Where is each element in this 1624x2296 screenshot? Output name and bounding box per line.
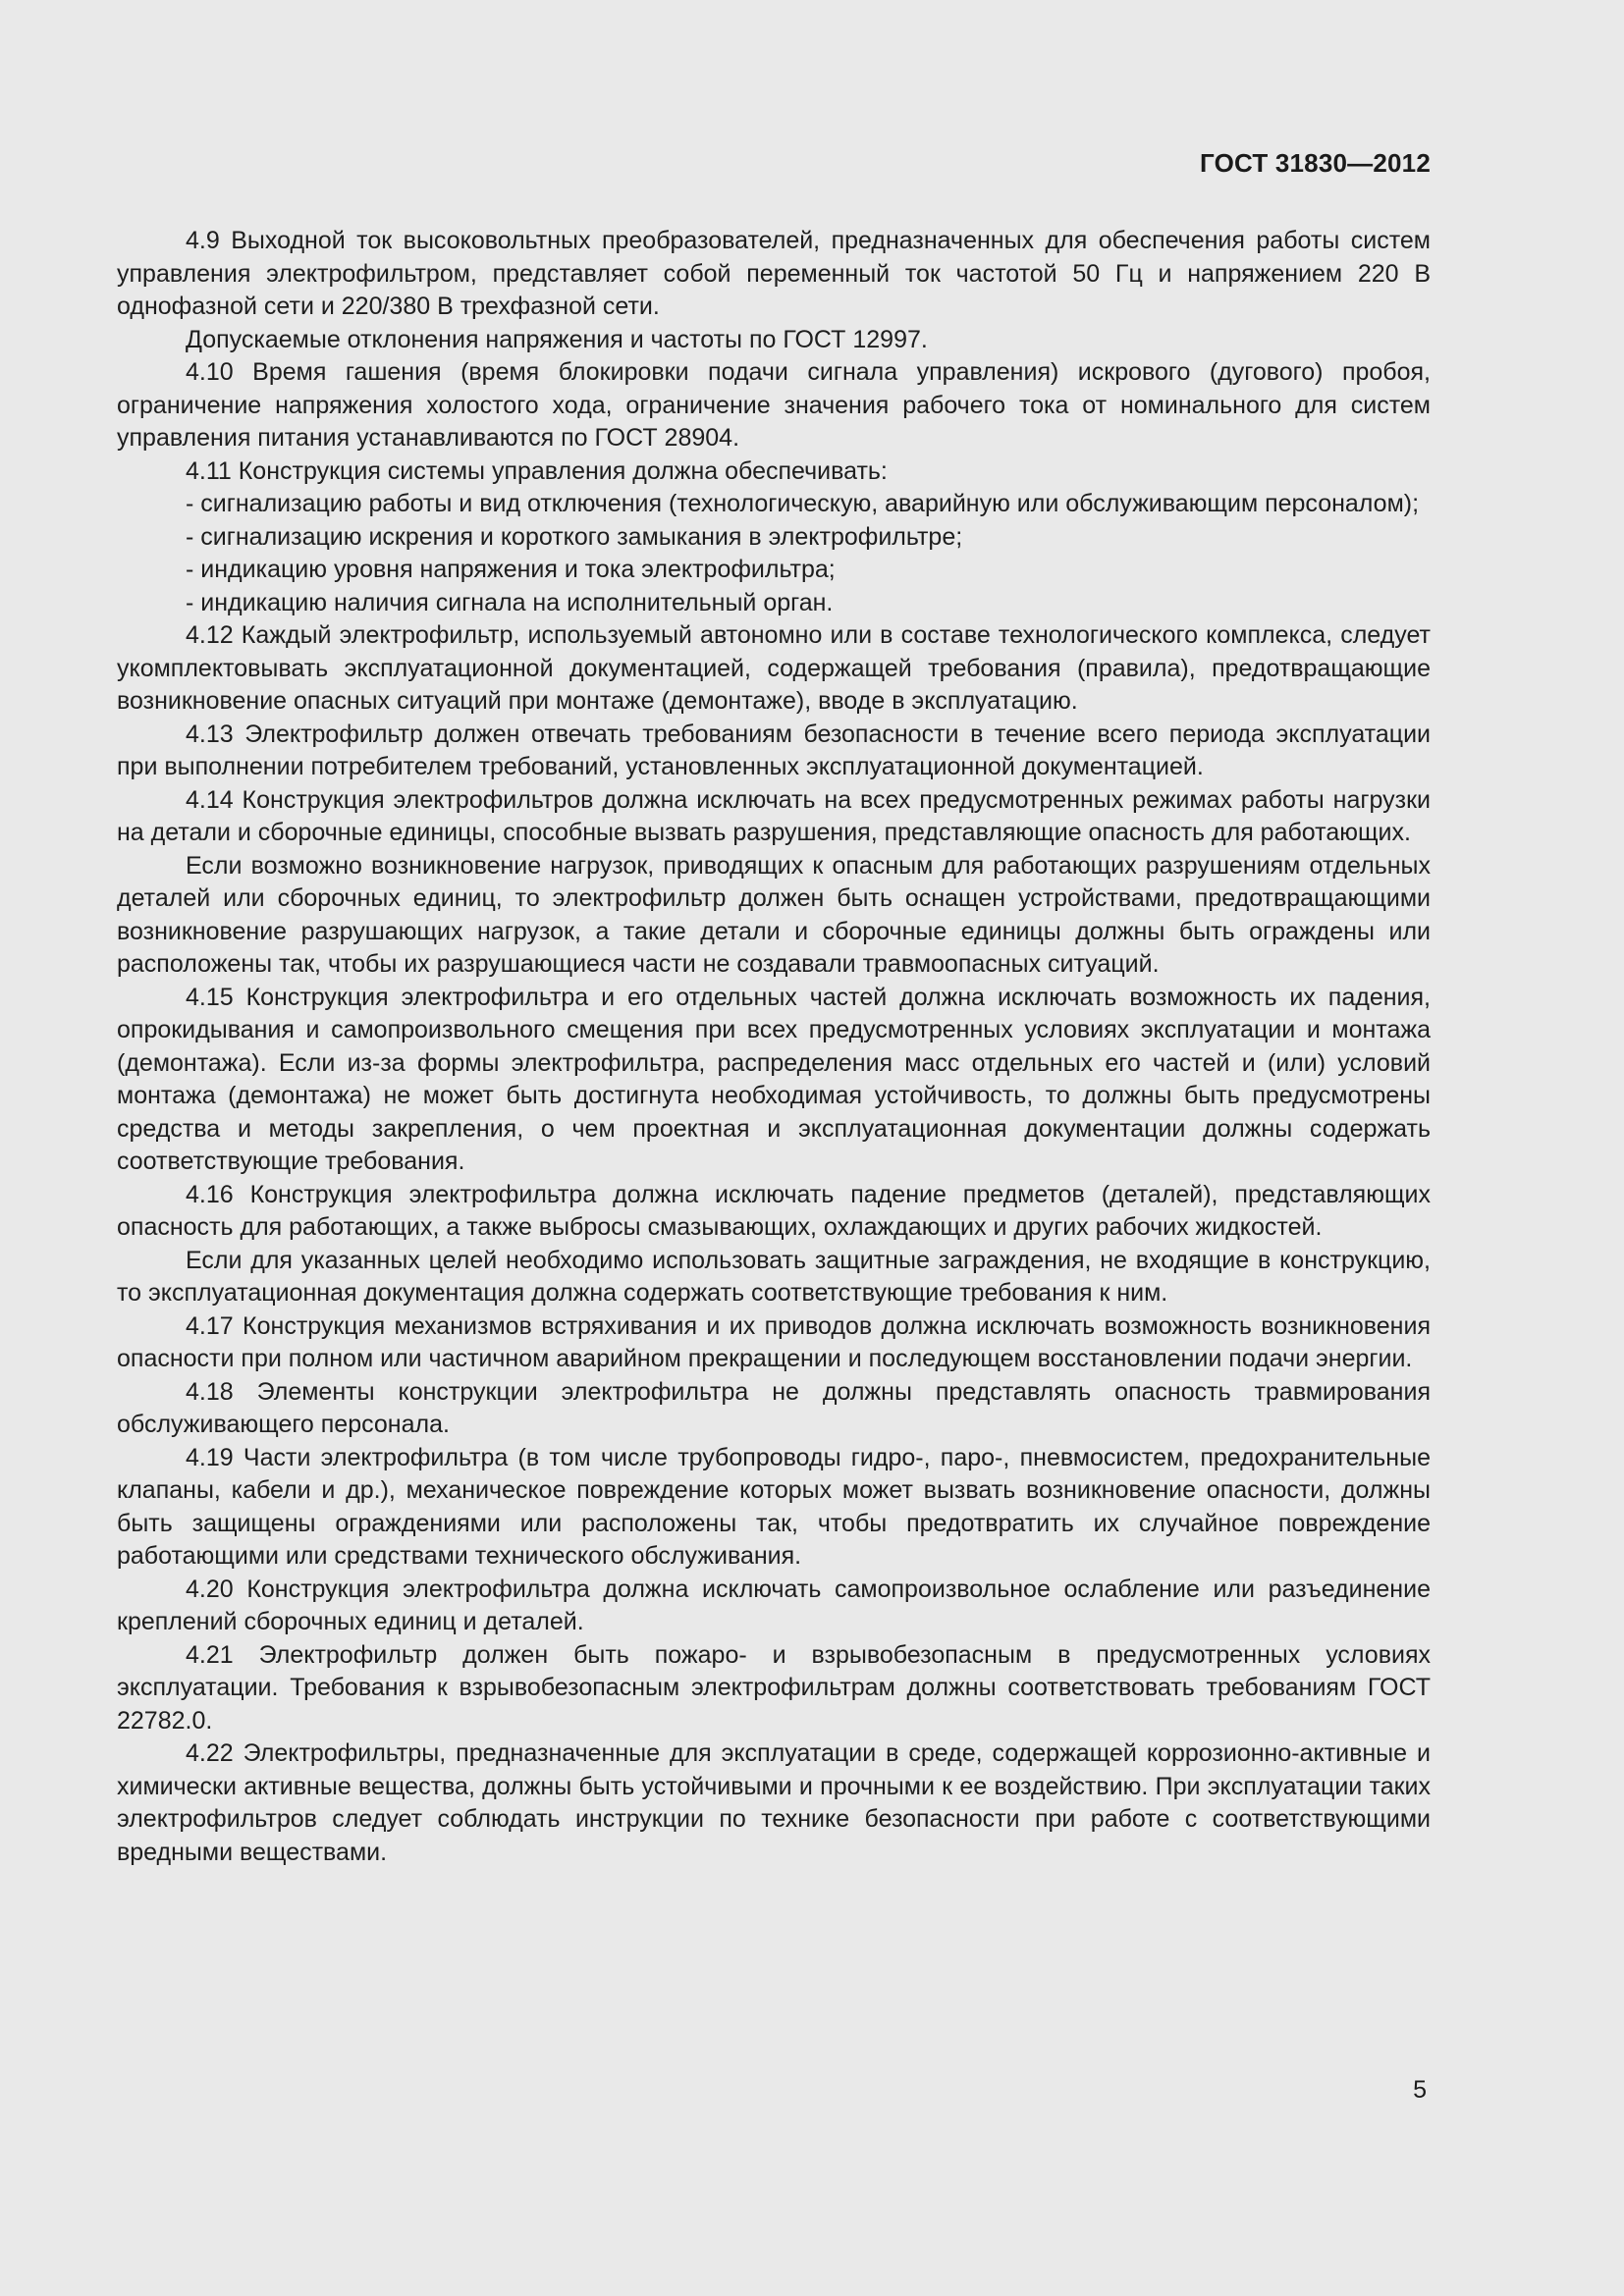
paragraph-4-9: 4.9 Выходной ток высоковольтных преобразователей, предназначенных для обеспечения работы систем управления электрофильтром, представляет собой переменный ток частотой 50 Гц и напряжением 220 В однофазной сети и 220/380 В трехфазной сети. bbox=[117, 227, 1431, 320]
list-item-signaling: - сигнализацию работы и вид отключения (технологическую, аварийную или обслуживающим персоналом); bbox=[186, 490, 1420, 517]
document-body bbox=[117, 225, 1431, 1869]
paragraph-4-13: 4.13 Электрофильтр должен отвечать требованиям безопасности в течение всего периода эксплуатации при выполнении потребителем требований, установленных эксплуатационной документацией. bbox=[117, 720, 1431, 780]
paragraph-4-11: 4.11 Конструкция системы управления должна обеспечивать: bbox=[186, 456, 888, 485]
paragraph-4-21: 4.21 Электрофильтр должен быть пожаро- и взрывобезопасным в предусмотренных условиях эксплуатации. Требования к взрывобезопасным электрофильтрам должны соответствовать требованиям ГОСТ 22782.0. bbox=[117, 1640, 1431, 1735]
paragraph-4-19: 4.19 Части электрофильтра (в том числе трубопроводы гидро-, паро-, пневмосистем, предохранительные клапаны, кабели и др.), механическое повреждение которых может вызвать возникновение опасности, должны быть защищены ограждениями или расположены так, чтобы предотвратить их случайное повреждение работающими или средствами технического обслуживания. bbox=[117, 1443, 1431, 1570]
paragraph-4-18: 4.18 Элементы конструкции электрофильтра не должны представлять опасность травмирования обслуживающего персонала. bbox=[117, 1377, 1431, 1438]
paragraph-4-17: 4.17 Конструкция механизмов встряхивания и их приводов должна исключать возможность возникновения опасности при полном или частичном аварийном прекращении и последующем восстановлении подачи энергии. bbox=[117, 1311, 1431, 1372]
paragraph-4-9-tolerances: Допускаемые отклонения напряжения и частоты по ГОСТ 12997. bbox=[186, 325, 928, 353]
paragraph-4-16-barriers: Если для указанных целей необходимо использовать защитные заграждения, не входящие в конструкцию, то эксплуатационная документация должна содержать соответствующие требования к ним. bbox=[117, 1246, 1431, 1307]
list-item-signal-indication: - индикацию наличия сигнала на исполнительный орган. bbox=[186, 588, 834, 616]
paragraph-4-20: 4.20 Конструкция электрофильтра должна исключать самопроизвольное ослабление или разъединение креплений сборочных единиц и деталей. bbox=[117, 1575, 1431, 1635]
paragraph-4-22: 4.22 Электрофильтры, предназначенные для эксплуатации в среде, содержащей коррозионно-активные и химически активные вещества, должны быть устойчивыми и прочными к ее воздействию. При эксплуатации таких электрофильтров следует соблюдать инструкции по технике безопасности при работе с соответствующими вредными веществами. bbox=[117, 1739, 1431, 1866]
list-item-voltage-indication: - индикацию уровня напряжения и тока электрофильтра; bbox=[186, 556, 836, 583]
paragraph-4-12: 4.12 Каждый электрофильтр, используемый автономно или в составе технологического комплекса, следует укомплектовывать эксплуатационной документацией, содержащей требования (правила), предотвращающие возникновение опасных ситуаций при монтаже (демонтаже), вводе в эксплуатацию. bbox=[117, 621, 1431, 715]
paragraph-4-14-loads: Если возможно возникновение нагрузок, приводящих к опасным для работающих разрушениям отдельных деталей или сборочных единиц, то электрофильтр должен быть оснащен устройствами, предотвращающими возникновение разрушающих нагрузок, а такие детали и сборочные единицы должны быть ограждены или расположены так, чтобы их разрушающиеся части не создавали травмоопасных ситуаций. bbox=[117, 851, 1431, 978]
list-item-sparking: - сигнализацию искрения и короткого замыкания в электрофильтре; bbox=[186, 522, 963, 551]
page-number: 5 bbox=[1413, 2076, 1427, 2104]
document-code-header: ГОСТ 31830—2012 bbox=[1200, 148, 1431, 178]
paragraph-4-16: 4.16 Конструкция электрофильтра должна исключать падение предметов (деталей), представляющих опасность для работающих, а также выбросы смазывающих, охлаждающих и других рабочих жидкостей. bbox=[117, 1180, 1431, 1241]
paragraph-4-15: 4.15 Конструкция электрофильтра и его отдельных частей должна исключать возможность их падения, опрокидывания и самопроизвольного смещения при всех предусмотренных условиях эксплуатации и монтажа (демонтажа). Если из-за формы электрофильтра, распределения масс отдельных его частей и (или) условий монтажа (демонтажа) не может быть достигнута необходимая устойчивость, то должны быть предусмотрены средства и методы закрепления, о чем проектная и эксплуатационная документации должны содержать соответствующие требования. bbox=[117, 983, 1431, 1175]
paragraph-4-10: 4.10 Время гашения (время блокировки подачи сигнала управления) искрового (дугового) пробоя, ограничение напряжения холостого хода, ограничение значения рабочего тока от номинального для систем управления питания устанавливаются по ГОСТ 28904. bbox=[117, 358, 1431, 452]
paragraph-4-14: 4.14 Конструкция электрофильтров должна исключать на всех предусмотренных режимах работы нагрузки на детали и сборочные единицы, способные вызвать разрушения, представляющие опасность для работающих. bbox=[117, 785, 1431, 846]
